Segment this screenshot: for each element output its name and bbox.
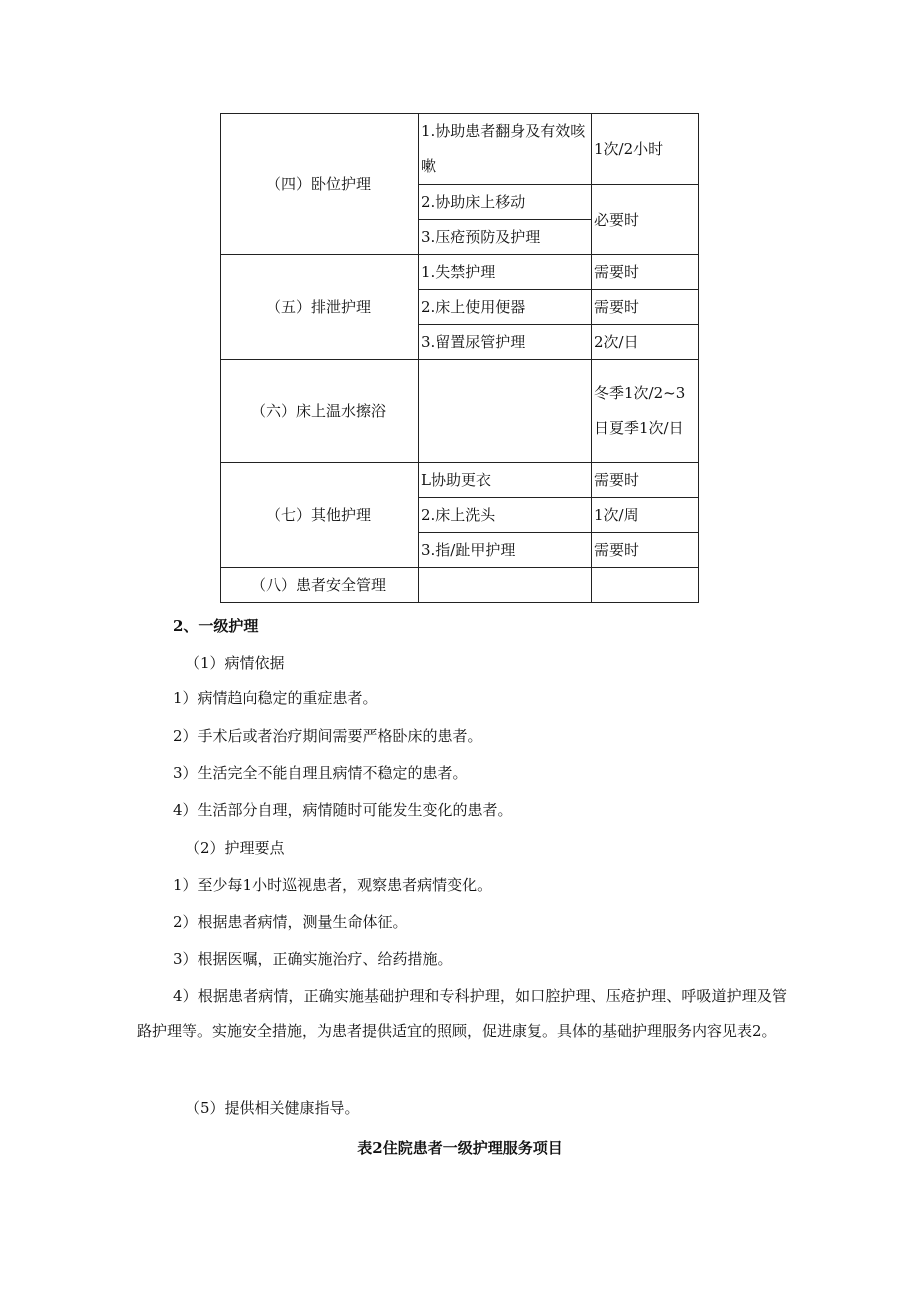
frequency-cell: 2次/日 [592, 325, 699, 360]
basis-item: 1）病情趋向稳定的重症患者。 [173, 689, 378, 707]
table-row [221, 568, 699, 603]
frequency-cell: 需要时 [592, 255, 699, 290]
basis-item: 3）生活完全不能自理且病情不稳定的患者。 [173, 764, 468, 782]
category-cell: （八）患者安全管理 [221, 568, 419, 603]
frequency-cell: 必要时 [592, 185, 699, 255]
frequency-cell: 需要时 [592, 533, 699, 568]
frequency-cell: 需要时 [592, 290, 699, 325]
item-cell: 3.压疮预防及护理 [419, 220, 592, 255]
item-cell: 3.指/趾甲护理 [419, 533, 592, 568]
point-item: （5）提供相关健康指导。 [185, 1099, 360, 1117]
point-item-paragraph: 4）根据患者病情，正确实施基础护理和专科护理，如口腔护理、压疮护理、呼吸道护理及管路护理等。实施安全措施，为患者提供适宜的照顾，促进康复。具体的基础护理服务内容见表2。 [137, 987, 787, 1040]
item-cell: 1.协助患者翻身及有效咳嗽 [419, 114, 592, 185]
section-heading: 2、一级护理 [173, 617, 259, 635]
item-cell: 3.留置尿管护理 [419, 325, 592, 360]
category-cell: （七）其他护理 [221, 463, 419, 568]
frequency-cell: 1次/周 [592, 498, 699, 533]
basis-title: （1）病情依据 [185, 654, 285, 672]
frequency-cell: 1次/2小时 [592, 114, 699, 185]
item-cell: L协助更衣 [419, 463, 592, 498]
care-items-table [220, 113, 699, 603]
point-item: 1）至少每1小时巡视患者，观察患者病情变化。 [173, 876, 493, 894]
table-row [221, 360, 699, 463]
category-cell: （五）排泄护理 [221, 255, 419, 360]
table-title: 表2住院患者一级护理服务项目 [357, 1139, 563, 1157]
category-cell: （六）床上温水擦浴 [221, 360, 419, 463]
frequency-cell [592, 568, 699, 603]
item-cell: 2.协助床上移动 [419, 185, 592, 220]
item-cell: 2.床上洗头 [419, 498, 592, 533]
table-row [221, 255, 699, 290]
basis-item: 4）生活部分自理，病情随时可能发生变化的患者。 [173, 801, 513, 819]
table-row [221, 463, 699, 498]
category-cell: （四）卧位护理 [221, 114, 419, 255]
point-item: 2）根据患者病情，测量生命体征。 [173, 913, 408, 931]
point-item: 3）根据医嘱，正确实施治疗、给药措施。 [173, 950, 453, 968]
points-title: （2）护理要点 [185, 839, 285, 857]
item-cell [419, 568, 592, 603]
basis-item: 2）手术后或者治疗期间需要严格卧床的患者。 [173, 727, 483, 745]
frequency-cell: 需要时 [592, 463, 699, 498]
item-cell: 2.床上使用便器 [419, 290, 592, 325]
item-cell: 1.失禁护理 [419, 255, 592, 290]
table-row [221, 114, 699, 185]
frequency-cell: 冬季1次/2~3日夏季1次/日 [592, 360, 699, 463]
item-cell [419, 360, 592, 463]
